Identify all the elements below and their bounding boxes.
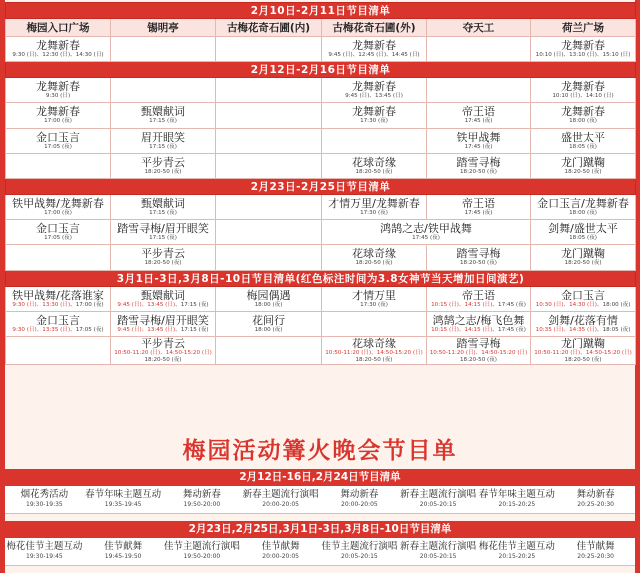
- schedule-row: [6, 128, 636, 153]
- schedule-cell: [216, 245, 322, 270]
- bonfire-item: [556, 486, 635, 513]
- schedule-cell: [216, 103, 322, 128]
- schedule-cell: [531, 336, 636, 364]
- bonfire-item: [5, 486, 84, 513]
- womens-day-showtime: 10:30 (日)、14:30 (日): [535, 301, 597, 308]
- schedule-cell: [111, 336, 216, 364]
- bonfire-item: [478, 486, 557, 513]
- showtime: 17:45 (夜): [464, 118, 493, 125]
- bonfire-program-name: 舞动新春: [182, 489, 221, 500]
- bonfire-program-name: 佳节献舞: [261, 541, 300, 552]
- bonfire-row: [5, 538, 635, 566]
- schedule-cell: [111, 220, 216, 245]
- program-name: 金口玉言: [36, 222, 80, 236]
- program-name: 龙门蹴鞠: [561, 155, 606, 169]
- womens-day-showtime: 10:15 (日)、14:15 (日): [431, 301, 493, 308]
- schedule-cell: [531, 220, 636, 245]
- showtime: 18:00 (夜): [569, 118, 597, 125]
- schedule-row: [6, 194, 636, 219]
- showtime: [531, 327, 635, 334]
- schedule-cell: [322, 220, 531, 245]
- program-name: 花间行: [252, 313, 285, 327]
- bonfire-showtime: 20:05-20:15: [341, 553, 378, 560]
- program-name: 踏雪寻梅: [456, 336, 501, 350]
- showtime: 17:05 (夜): [44, 235, 72, 242]
- schedule-cell: [322, 336, 427, 364]
- program-name: 平步青云: [141, 247, 185, 261]
- showtime: 17:30 (夜): [360, 210, 388, 217]
- schedule-row: [6, 220, 636, 245]
- showtime: 18:05 (夜): [569, 143, 597, 150]
- showtime: 17:15 (夜): [149, 118, 177, 125]
- showtime: [427, 350, 530, 357]
- bonfire-program-name: 春节年味主题互动: [478, 489, 555, 500]
- program-name: 龙舞新春: [352, 39, 396, 53]
- bonfire-showtime: 20:05-20:15: [419, 553, 457, 560]
- showtime: 18:05 (夜): [569, 235, 597, 242]
- schedule-cell: [6, 336, 111, 364]
- program-name: 平步青云: [141, 155, 185, 169]
- showtime: 17:15 (夜): [149, 143, 177, 150]
- bonfire-title: 梅园活动篝火晚会节目单: [182, 437, 458, 464]
- column-header: 古梅花奇石圃(外): [322, 19, 427, 37]
- bonfire-program-name: 新春主题流行演唱: [400, 489, 477, 500]
- column-header: 梅园入口广场: [6, 19, 111, 37]
- womens-day-showtime: 9:30 (日)、13:30 (日): [12, 301, 71, 308]
- bonfire-showtime: 19:35-19:45: [104, 501, 142, 508]
- schedule-row: [6, 153, 636, 178]
- evening-showtime: 、18:00 (夜): [596, 301, 631, 308]
- program-name: 踏雪寻梅/眉开眼笑: [117, 222, 209, 236]
- bonfire-item: [241, 486, 320, 513]
- program-name: 梅园偶遇: [246, 288, 291, 302]
- showtime: 17:30 (夜): [360, 301, 388, 308]
- program-name: 龙舞新春: [352, 80, 396, 94]
- schedule-cell: [216, 194, 322, 219]
- program-name: 甄嬛献词: [141, 288, 185, 302]
- bonfire-showtime: 19:50-20:00: [183, 501, 221, 508]
- bonfire-showtime: 19:45-19:50: [104, 553, 142, 560]
- evening-showtime: 、17:45 (夜): [492, 326, 526, 333]
- schedule-cell: [216, 128, 322, 153]
- bonfire-program-name: 春节年味主题互动: [85, 489, 162, 500]
- bonfire-item: [399, 486, 478, 513]
- schedule-cell: [111, 153, 216, 178]
- program-name: 帝王语: [462, 288, 495, 302]
- program-name: 铁甲战舞/龙舞新春: [12, 197, 104, 211]
- program-name: 龙舞新春: [561, 105, 606, 119]
- schedule-cell: [531, 311, 636, 336]
- showtime: 17:05 (夜): [44, 143, 72, 150]
- showtime: 17:45 (夜): [464, 210, 493, 217]
- schedule-cell: [6, 194, 111, 219]
- bonfire-showtime: 20:05-20:15: [419, 501, 457, 508]
- schedule-cell: [427, 245, 531, 270]
- bonfire-program-name: 佳节献舞: [576, 541, 615, 552]
- column-header: 锡明亭: [111, 19, 216, 37]
- showtime: 17:45 (夜): [464, 143, 493, 150]
- program-name: 龙舞新春: [561, 39, 606, 53]
- showtime: 18:00 (夜): [569, 210, 597, 217]
- schedule-row: [6, 286, 636, 311]
- bonfire-program-name: 新春主题流行演唱: [242, 489, 319, 500]
- womens-day-showtime: 9:45 (日)、13:45 (日): [117, 301, 176, 308]
- bonfire-showtime: 19:50-20:00: [183, 553, 221, 560]
- showtime: 17:00 (夜): [44, 210, 72, 217]
- schedule-cell: [531, 153, 636, 178]
- program-name: 龙舞新春: [36, 39, 80, 53]
- section-title: 2月10日-2月11日节目清单: [6, 3, 636, 19]
- program-name: 平步青云: [141, 336, 185, 350]
- schedule-cell: [531, 286, 636, 311]
- bonfire-showtime: 20:00-20:05: [262, 553, 299, 560]
- showtime: 17:00 (夜): [44, 118, 72, 125]
- program-name: 眉开眼笑: [141, 130, 185, 144]
- showtime: 18:20-50 (夜): [564, 168, 602, 175]
- program-name: 金口玉言: [36, 130, 80, 144]
- bonfire-program-name: 梅花佳节主题互动: [478, 541, 555, 552]
- bonfire-item: [478, 538, 557, 565]
- schedule-cell: [111, 128, 216, 153]
- program-name: 金口玉言: [561, 288, 606, 302]
- program-name: 铁甲战舞: [456, 130, 501, 144]
- showtime: [531, 350, 635, 357]
- schedule-cell: [531, 194, 636, 219]
- program-name: 龙门蹴鞠: [561, 336, 606, 350]
- bonfire-item: [163, 538, 242, 565]
- schedule-cell: [111, 103, 216, 128]
- bonfire-showtime: 20:00-20:05: [341, 501, 378, 508]
- schedule-row: [6, 78, 636, 103]
- schedule-cell: [427, 37, 531, 62]
- womens-day-showtime: 10:50-11:20 (日)、14:50-15:20 (日): [534, 349, 632, 356]
- program-name: 踏雪寻梅: [456, 247, 501, 261]
- bonfire-showtime: 20:25-20:30: [577, 553, 614, 560]
- program-name: 踏雪寻梅: [456, 155, 501, 169]
- showtime: [6, 327, 110, 334]
- bonfire-item: [320, 538, 399, 565]
- bonfire-program-name: 舞动新春: [576, 489, 615, 500]
- schedule-cell: [216, 286, 322, 311]
- program-name: 花球奇缘: [352, 155, 396, 169]
- bonfire-section: [5, 521, 635, 566]
- showtime: 18:20-50 (夜): [144, 168, 182, 175]
- womens-day-showtime: 9:45 (日)、13:45 (日): [117, 326, 176, 333]
- evening-showtime: 、17:00 (夜): [70, 301, 104, 308]
- program-name: 甄嬛献词: [141, 197, 185, 211]
- schedule-cell: [427, 153, 531, 178]
- bonfire-program-name: 梅花佳节主题互动: [6, 541, 83, 552]
- bonfire-item: [84, 486, 163, 513]
- womens-day-showtime: 10:50-11:20 (日)、14:50-15:20 (日): [114, 349, 212, 356]
- program-name: 龙舞新春: [36, 80, 80, 94]
- showtime: 9:30 (日): [45, 93, 71, 100]
- showtime: 9:45 (日)、13:45 (日): [345, 93, 403, 100]
- program-name: 金口玉言: [36, 313, 80, 327]
- schedule-cell: [111, 37, 216, 62]
- schedule-page: [5, 2, 635, 573]
- schedule-cell: [216, 153, 322, 178]
- schedule-cell: [216, 311, 322, 336]
- schedule-cell: [427, 78, 531, 103]
- program-name: 踏雪寻梅/眉开眼笑: [117, 313, 209, 327]
- showtime: [111, 327, 215, 334]
- showtime: 18:20-50 (夜): [144, 260, 182, 267]
- showtime: [427, 302, 530, 309]
- program-name: 龙舞新春: [561, 80, 606, 94]
- womens-day-showtime: 9:30 (日)、13:35 (日): [12, 326, 71, 333]
- showtime: 17:15 (夜): [149, 235, 177, 242]
- showtime: 18:20-50 (夜): [460, 356, 497, 363]
- bonfire-showtime: 20:15-20:25: [498, 501, 536, 508]
- womens-day-showtime: 10:50-11:20 (日)、14:50-15:20 (日): [325, 349, 423, 356]
- schedule-cell: [216, 220, 322, 245]
- showtime: 9:30 (日)、12:30 (日)、14:30 (日): [12, 52, 104, 59]
- schedule-cell: [6, 128, 111, 153]
- schedule-cell: [6, 103, 111, 128]
- showtime: 18:00 (夜): [254, 326, 283, 333]
- schedule-cell: [427, 103, 531, 128]
- showtime: 18:20-50 (夜): [564, 260, 602, 267]
- program-name: 金口玉言/龙舞新春: [537, 197, 629, 211]
- program-name: 花球奇缘: [352, 247, 396, 261]
- bonfire-row: [5, 486, 635, 514]
- showtime: 10:10 (日)、13:10 (日)、15:10 (日): [535, 52, 631, 59]
- bonfire-item: [399, 538, 478, 565]
- program-name: 鸿鹄之志/铁甲战舞: [380, 222, 472, 236]
- bonfire-program-name: 新春主题流行演唱: [400, 541, 477, 552]
- showtime: 17:30 (夜): [360, 118, 388, 125]
- schedule-cell: [6, 220, 111, 245]
- evening-showtime: 、17:05 (夜): [70, 326, 104, 333]
- program-name: 甄嬛献词: [141, 105, 185, 119]
- program-name: 花球奇缘: [352, 336, 396, 350]
- bonfire-showtime: 19:30-19:35: [26, 501, 63, 508]
- program-name: 盛世太平: [561, 130, 606, 144]
- bonfire-showtime: 20:25-20:30: [577, 501, 614, 508]
- showtime: 18:00 (夜): [254, 301, 283, 308]
- schedule-cell: [531, 128, 636, 153]
- schedule-row: [6, 311, 636, 336]
- evening-showtime: 、18:05 (夜): [596, 326, 631, 333]
- schedule-cell: [322, 194, 427, 219]
- bonfire-program-name: 佳节主题流行演唱: [321, 541, 398, 552]
- program-name: 铁甲战舞/花落谁家: [12, 288, 104, 302]
- schedule-cell: [216, 336, 322, 364]
- showtime: [322, 350, 426, 357]
- showtime: [111, 350, 215, 357]
- schedule-row: [6, 103, 636, 128]
- schedule-cell: [216, 78, 322, 103]
- program-name: 剑舞/盛世太平: [548, 222, 618, 236]
- schedule-cell: [322, 311, 427, 336]
- bonfire-item: [320, 486, 399, 513]
- schedule-cell: [531, 37, 636, 62]
- showtime: 18:20-50 (夜): [144, 356, 182, 363]
- schedule-cell: [6, 153, 111, 178]
- womens-day-showtime: 10:50-11:20 (日)、14:50-15:20 (日): [429, 349, 528, 356]
- showtime: 18:20-50 (夜): [355, 260, 393, 267]
- program-name: 才情万里: [352, 288, 396, 302]
- evening-showtime: 、17:15 (夜): [175, 301, 209, 308]
- showtime: 18:20-50 (夜): [355, 356, 393, 363]
- bonfire-item: [5, 538, 84, 565]
- showtime: 17:15 (夜): [149, 210, 177, 217]
- evening-showtime: 、17:15 (夜): [175, 326, 209, 333]
- showtime: [6, 302, 110, 309]
- schedule-cell: [427, 336, 531, 364]
- schedule-cell: [322, 103, 427, 128]
- showtime: 9:45 (日)、12:45 (日)、14:45 (日): [328, 52, 420, 59]
- program-name: 帝王语: [462, 105, 495, 119]
- bonfire-program-name: 舞动新春: [340, 489, 379, 500]
- column-header: 荷兰广场: [531, 19, 636, 37]
- schedule-cell: [111, 194, 216, 219]
- section-title: 2月12日-2月16日节目清单: [6, 62, 636, 78]
- schedule-cell: [322, 245, 427, 270]
- column-header: 夺天工: [427, 19, 531, 37]
- bonfire-item: [556, 538, 635, 565]
- bonfire-section-title: 2月23日,2月25日,3月1日-3日,3月8日-10日节目清单: [5, 521, 635, 538]
- bonfire-program-name: 佳节献舞: [104, 541, 143, 552]
- schedule-cell: [427, 311, 531, 336]
- schedule-cell: [427, 128, 531, 153]
- bonfire-section-title: 2月12日-16日,2月24日节目清单: [5, 469, 635, 486]
- schedule-cell: [531, 78, 636, 103]
- performance-schedule-table: [5, 2, 636, 365]
- showtime: 18:20-50 (夜): [460, 260, 497, 267]
- showtime: 18:20-50 (夜): [564, 356, 602, 363]
- bonfire-item: [163, 486, 242, 513]
- bonfire-program-name: 烟花秀活动: [20, 489, 69, 500]
- showtime: [427, 327, 530, 334]
- schedule-cell: [111, 311, 216, 336]
- schedule-cell: [427, 194, 531, 219]
- program-name: 帝王语: [462, 197, 495, 211]
- program-name: 龙舞新春: [36, 105, 80, 119]
- showtime: 10:10 (日)、14:10 (日): [552, 93, 614, 100]
- showtime: 18:20-50 (夜): [460, 168, 497, 175]
- schedule-cell: [216, 37, 322, 62]
- schedule-cell: [6, 286, 111, 311]
- schedule-cell: [111, 286, 216, 311]
- bonfire-section: [5, 469, 635, 514]
- schedule-row: [6, 245, 636, 270]
- schedule-cell: [6, 78, 111, 103]
- schedule-cell: [322, 286, 427, 311]
- showtime: [531, 302, 635, 309]
- bonfire-item: [84, 538, 163, 565]
- bonfire-showtime: 20:00-20:05: [262, 501, 299, 508]
- schedule-cell: [6, 37, 111, 62]
- bonfire-item: [241, 538, 320, 565]
- section-title: 3月1日-3日,3月8日-10日节目清单(红色标注时间为3.8女神节当天增加日间演艺): [6, 270, 636, 286]
- schedule-cell: [6, 311, 111, 336]
- program-name: 龙门蹴鞠: [561, 247, 606, 261]
- section-title: 2月23日-2月25日节目清单: [6, 178, 636, 194]
- program-name: 鸿鹄之志/梅飞色舞: [432, 313, 525, 327]
- schedule-row: [6, 37, 636, 62]
- schedule-cell: [322, 78, 427, 103]
- bonfire-showtime: 20:15-20:25: [498, 553, 536, 560]
- program-name: 才情万里/龙舞新春: [328, 197, 420, 211]
- schedule-cell: [531, 245, 636, 270]
- schedule-cell: [531, 103, 636, 128]
- showtime: 17:45 (夜): [412, 235, 440, 242]
- schedule-cell: [322, 153, 427, 178]
- program-name: 剑舞/花落有情: [548, 313, 618, 327]
- schedule-cell: [322, 37, 427, 62]
- bonfire-showtime: 19:30-19:45: [26, 553, 63, 560]
- schedule-cell: [322, 128, 427, 153]
- schedule-row: [6, 336, 636, 364]
- showtime: [111, 302, 215, 309]
- showtime: 18:20-50 (夜): [355, 168, 393, 175]
- program-name: 龙舞新春: [352, 105, 396, 119]
- schedule-cell: [427, 286, 531, 311]
- womens-day-showtime: 10:15 (日)、14:15 (日): [431, 326, 493, 333]
- womens-day-showtime: 10:35 (日)、14:35 (日): [535, 326, 597, 333]
- bonfire-program-name: 佳节主题流行演唱: [163, 541, 240, 552]
- evening-showtime: 、17:45 (夜): [492, 301, 526, 308]
- schedule-cell: [111, 78, 216, 103]
- schedule-cell: [6, 245, 111, 270]
- schedule-cell: [111, 245, 216, 270]
- column-header: 古梅花奇石圃(内): [216, 19, 322, 37]
